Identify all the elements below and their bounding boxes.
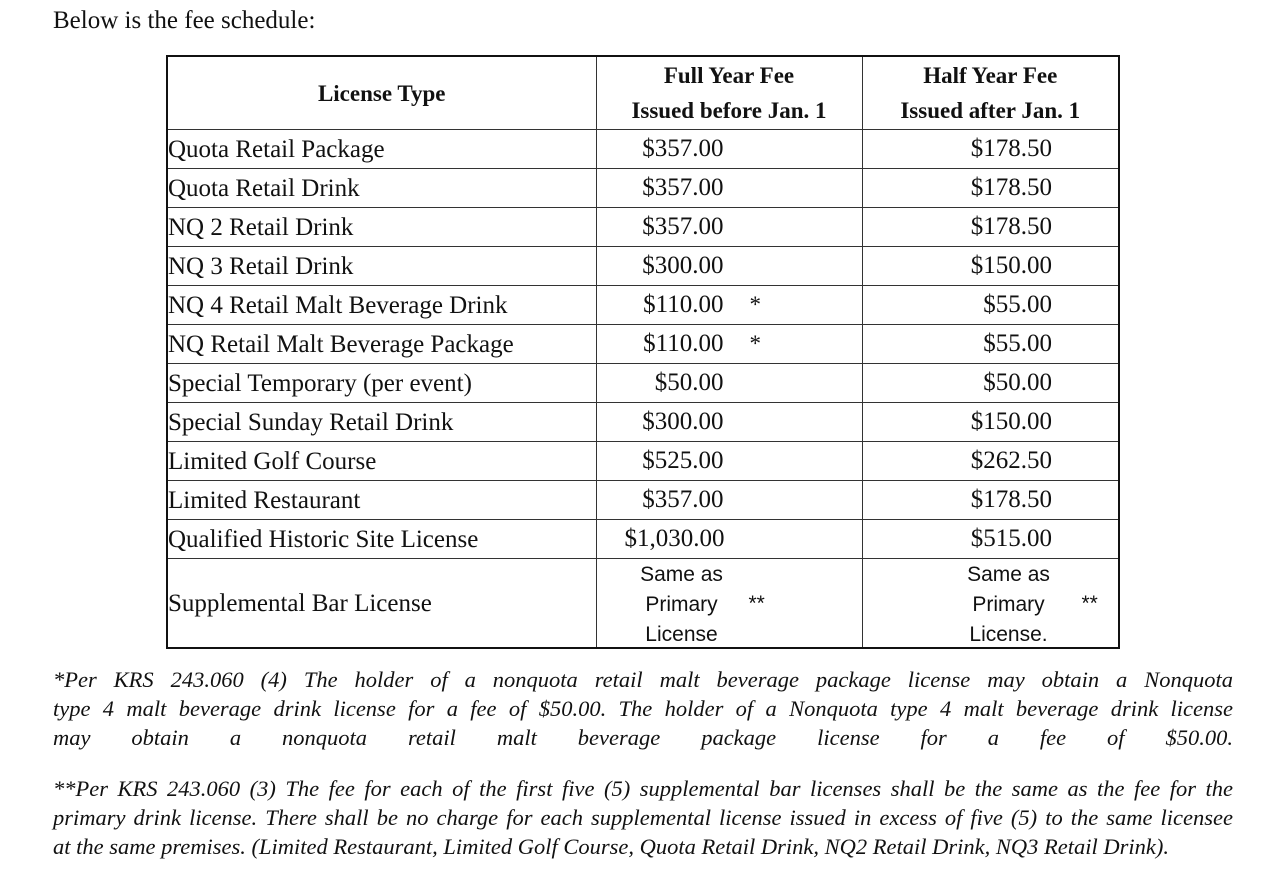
- full-fee-cell: [596, 247, 862, 286]
- table-row: [167, 403, 1119, 442]
- footnote-line: *Per KRS 243.060 (4) The holder of a nonquota retail malt beverage package license may obtain a Nonquota: [53, 667, 1233, 692]
- full-fee-value: $357.00: [642, 135, 724, 162]
- full-fee-cell: [596, 559, 862, 649]
- full-fee-line2: Primary: [645, 593, 718, 616]
- footnote-line: primary drink license. There shall be no charge for each supplemental license issued in excess of five (5) to the same licensee: [53, 805, 1233, 830]
- full-fee-line3: License: [645, 623, 718, 646]
- license-type-cell: NQ 4 Retail Malt Beverage Drink: [167, 286, 596, 325]
- full-fee-cell: [596, 481, 862, 520]
- table-row: [167, 325, 1119, 364]
- license-type-cell: Limited Restaurant: [167, 481, 596, 520]
- half-fee-cell: [862, 442, 1119, 481]
- full-fee-stacked-text: [637, 560, 727, 650]
- license-type-cell: Special Temporary (per event): [167, 364, 596, 403]
- full-fee-cell: [596, 364, 862, 403]
- header-full-line1: Full Year Fee: [663, 63, 795, 88]
- table-row: [167, 364, 1119, 403]
- full-fee-value: $1,030.00: [624, 525, 725, 552]
- full-fee-cell: [596, 325, 862, 364]
- footnote-single-star: [53, 665, 1233, 752]
- full-fee-line1: Same as: [640, 563, 723, 586]
- footnote-mark: **: [748, 592, 765, 615]
- half-fee-value: $262.50: [970, 447, 1052, 474]
- intro-text: Below is the fee schedule:: [53, 7, 316, 34]
- full-fee-value: $50.00: [654, 369, 724, 396]
- full-fee-cell: [596, 286, 862, 325]
- half-fee-line3: License.: [969, 623, 1048, 646]
- license-type-cell: Quota Retail Drink: [167, 169, 596, 208]
- table-row: [167, 481, 1119, 520]
- full-fee-cell: [596, 208, 862, 247]
- license-type-cell: Quota Retail Package: [167, 130, 596, 169]
- full-fee-value: $300.00: [642, 252, 724, 279]
- license-type-cell: NQ Retail Malt Beverage Package: [167, 325, 596, 364]
- footnote-line: type 4 malt beverage drink license for a fee of $50.00. The holder of a Nonquota type 4 malt beverage drink license: [53, 696, 1233, 721]
- half-fee-stacked-text: [959, 560, 1059, 650]
- half-fee-value: $150.00: [970, 252, 1052, 279]
- half-fee-value: $55.00: [983, 330, 1052, 357]
- half-fee-cell: [862, 481, 1119, 520]
- full-fee-value: $110.00: [643, 291, 724, 318]
- full-fee-value: $357.00: [642, 174, 724, 201]
- footnote-mark: *: [749, 292, 761, 317]
- half-fee-value: $150.00: [970, 408, 1052, 435]
- half-fee-value: $178.50: [970, 135, 1052, 162]
- full-fee-cell: [596, 520, 862, 559]
- half-fee-value: $178.50: [970, 213, 1052, 240]
- full-fee-value: $357.00: [642, 213, 724, 240]
- license-type-cell: NQ 3 Retail Drink: [167, 247, 596, 286]
- half-fee-cell: [862, 364, 1119, 403]
- license-type-cell: Qualified Historic Site License: [167, 520, 596, 559]
- license-type-cell: Limited Golf Course: [167, 442, 596, 481]
- footnote-line: may obtain a nonquota retail malt beverage package license for a fee of $50.00.: [53, 725, 1233, 750]
- half-fee-cell: [862, 286, 1119, 325]
- half-fee-cell: [862, 520, 1119, 559]
- footnote-double-star: [53, 774, 1233, 861]
- half-fee-value: $50.00: [983, 369, 1052, 396]
- full-fee-value: $110.00: [643, 330, 724, 357]
- header-license-type: License Type: [167, 56, 596, 130]
- fee-table: [166, 55, 1120, 649]
- half-fee-value: $178.50: [970, 174, 1052, 201]
- half-fee-value: $178.50: [970, 486, 1052, 513]
- header-full-year: [596, 56, 862, 130]
- full-fee-cell: [596, 403, 862, 442]
- table-row: [167, 286, 1119, 325]
- full-fee-value: $300.00: [642, 408, 724, 435]
- footnote-mark: **: [1081, 592, 1098, 615]
- full-fee-cell: [596, 130, 862, 169]
- table-row: [167, 520, 1119, 559]
- half-fee-cell: [862, 325, 1119, 364]
- footnote-line: at the same premises. (Limited Restaurant, Limited Golf Course, Quota Retail Drink, NQ2 Retail Drink, NQ3 Retail Drink).: [53, 834, 1169, 859]
- full-fee-cell: [596, 169, 862, 208]
- header-full-line2: Issued before Jan. 1: [631, 98, 827, 123]
- table-row-supplemental: [167, 559, 1119, 649]
- full-fee-cell: [596, 442, 862, 481]
- full-fee-value: $357.00: [642, 486, 724, 513]
- table-row: [167, 130, 1119, 169]
- license-type-cell: NQ 2 Retail Drink: [167, 208, 596, 247]
- header-half-line2: Issued after Jan. 1: [900, 98, 1081, 123]
- half-fee-cell: [862, 247, 1119, 286]
- header-half-year: [862, 56, 1119, 130]
- footnote-line: **Per KRS 243.060 (3) The fee for each of the first five (5) supplemental bar licenses shall be the same as the fee for the: [53, 776, 1233, 801]
- license-type-cell: Supplemental Bar License: [167, 559, 596, 649]
- half-fee-line2: Primary: [972, 593, 1045, 616]
- table-header-row: [167, 56, 1119, 130]
- table-row: [167, 442, 1119, 481]
- license-type-cell: Special Sunday Retail Drink: [167, 403, 596, 442]
- footnote-mark: *: [749, 331, 761, 356]
- full-fee-value: $525.00: [642, 447, 724, 474]
- half-fee-value: $55.00: [983, 291, 1052, 318]
- table-row: [167, 208, 1119, 247]
- table-row: [167, 169, 1119, 208]
- half-fee-line1: Same as: [967, 563, 1050, 586]
- header-half-line1: Half Year Fee: [923, 63, 1058, 88]
- table-row: [167, 247, 1119, 286]
- half-fee-cell: [862, 130, 1119, 169]
- half-fee-cell: [862, 169, 1119, 208]
- half-fee-cell: [862, 403, 1119, 442]
- half-fee-value: $515.00: [970, 525, 1052, 552]
- half-fee-cell: [862, 559, 1119, 649]
- half-fee-cell: [862, 208, 1119, 247]
